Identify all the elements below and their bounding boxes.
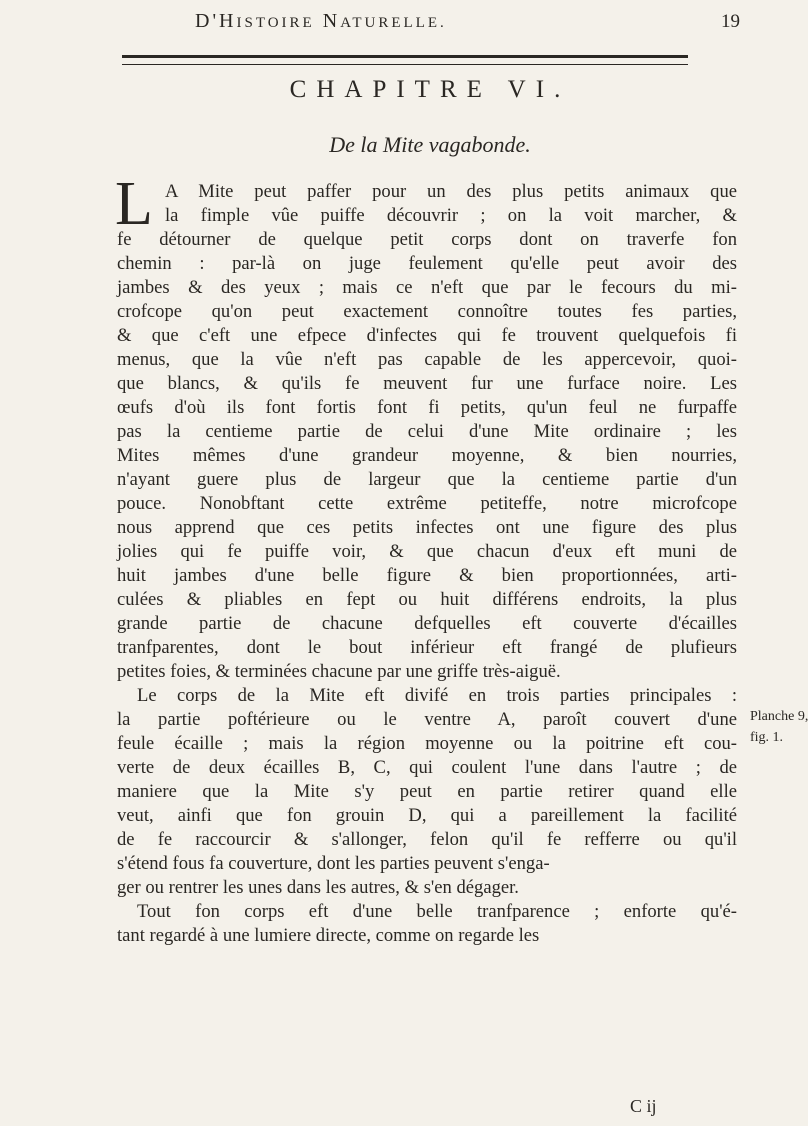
drop-cap: L [115, 170, 153, 238]
text-line [117, 708, 737, 732]
text-line-content: n'ayant guere plus de largeur que la centieme partie d'un [117, 469, 737, 490]
text-line-content: maniere que la Mite s'y peut en partie retirer quand elle [117, 781, 737, 802]
text-line-content: la partie poftérieure ou le ventre A, paroît couvert d'une [117, 709, 737, 730]
text-line [117, 420, 737, 444]
text-line-content: tranfparentes, dont le bout inférieur eft frangé de plufieurs [117, 637, 737, 658]
text-line [117, 348, 737, 372]
margin-note-figure: fig. 1. [750, 730, 784, 745]
text-line-content: grande partie de chacune defquelles eft couverte d'écailles [117, 613, 737, 634]
text-line [117, 468, 737, 492]
text-line-content: fe détourner de quelque petit corps dont on traverfe fon [117, 229, 737, 250]
text-line-content: verte de deux écailles B, C, qui coulent l'une dans l'autre ; de [117, 757, 737, 778]
text-line-content: Mites mêmes d'une grandeur moyenne, & bien nourries, [117, 445, 737, 466]
text-line-content: huit jambes d'une belle figure & bien proportionnées, arti- [117, 565, 737, 586]
text-line-content: de fe raccourcir & s'allonger, felon qu'il fe refferre ou qu'il [117, 829, 737, 850]
running-title [195, 10, 447, 33]
text-line [117, 636, 737, 660]
running-header [100, 10, 740, 33]
text-line [117, 300, 737, 324]
text-line [117, 588, 737, 612]
text-line [117, 204, 737, 228]
running-title-sc-1: ISTOIRE [236, 15, 315, 31]
text-line-content: œufs d'où ils font fortis font fi petits, qu'un feul ne furpaffe [117, 397, 737, 418]
text-line [117, 900, 737, 924]
text-line-content: culées & pliables en fept ou huit différens endroits, la plus [117, 589, 737, 610]
text-line-content: jambes & des yeux ; mais ce n'eft que par le fecours du mi- [117, 277, 737, 298]
text-line [117, 924, 737, 948]
text-line [117, 828, 737, 852]
text-line-content: menus, que la vûe n'eft pas capable de les appercevoir, quoi- [117, 349, 737, 370]
text-line-content: Tout fon corps eft d'une belle tranfparence ; enforte qu'é- [137, 901, 737, 922]
text-line-content: A Mite peut paffer pour un des plus petits animaux que [165, 181, 737, 202]
text-line [117, 660, 737, 684]
text-line-content: veut, ainfi que fon grouin D, qui a pareillement la facilité [117, 805, 737, 826]
text-line [117, 324, 737, 348]
chapter-subtitle: De la Mite vagabonde. [329, 132, 531, 157]
text-line [117, 228, 737, 252]
header-rule [122, 55, 688, 65]
running-title-cap-1: D'H [195, 10, 237, 32]
text-line [117, 252, 737, 276]
text-line [117, 612, 737, 636]
text-line-content: que blancs, & qu'ils fe meuvent fur une furface noire. Les [117, 373, 737, 394]
text-line-content: pouce. Nonobftant cette extrême petiteffe, notre microfcope [117, 493, 737, 514]
text-line [117, 276, 737, 300]
text-line [117, 444, 737, 468]
margin-note-plate: Planche 9, [750, 709, 808, 724]
running-title-sc-2: ATURELLE. [340, 15, 447, 31]
chapter-heading: CHAPITRE VI. [289, 76, 571, 103]
text-line [117, 852, 737, 876]
text-line [117, 372, 737, 396]
running-title-cap-2: N [322, 10, 341, 32]
text-line-content: Le corps de la Mite eft divifé en trois parties principales : [137, 685, 737, 706]
text-line [117, 396, 737, 420]
text-line [117, 540, 737, 564]
text-line-content: feule écaille ; mais la région moyenne ou la poitrine eft cou- [117, 733, 737, 754]
text-line-content: petites foies, & terminées chacune par une griffe très-aiguë. [117, 661, 561, 682]
text-line-content: nous apprend que ces petits infectes ont une figure des plus [117, 517, 737, 538]
text-line-content: & que c'eft une efpece d'infectes qui fe trouvent quelquefois fi [117, 325, 737, 346]
text-line [117, 684, 737, 708]
text-line [117, 804, 737, 828]
text-line-content: la fimple vûe puiffe découvrir ; on la voit marcher, & [165, 205, 737, 226]
text-line-content: tant regardé à une lumiere directe, comme on regarde les [117, 925, 540, 946]
text-line [117, 876, 737, 900]
text-line-content: pas la centieme partie de celui d'une Mite ordinaire ; les [117, 421, 737, 442]
text-line-content: jolies qui fe puiffe voir, & que chacun d'eux eft muni de [117, 541, 737, 562]
body-text [115, 170, 737, 948]
text-line-content: s'étend fous fa couverture, dont les parties peuvent s'enga- [117, 853, 550, 874]
page-number: 19 [721, 11, 740, 32]
text-line [117, 756, 737, 780]
text-line [117, 564, 737, 588]
signature-mark: C ij [630, 1096, 657, 1116]
text-line [117, 516, 737, 540]
text-line [117, 492, 737, 516]
text-line-content: crofcope qu'on peut exactement connoître toutes fes parties, [117, 301, 737, 322]
text-line [117, 780, 737, 804]
text-line [117, 180, 737, 204]
text-line-content: ger ou rentrer les unes dans les autres, & s'en dégager. [117, 877, 519, 898]
text-line-content: chemin : par-là on juge feulement qu'elle peut avoir des [117, 253, 737, 274]
text-line [117, 732, 737, 756]
